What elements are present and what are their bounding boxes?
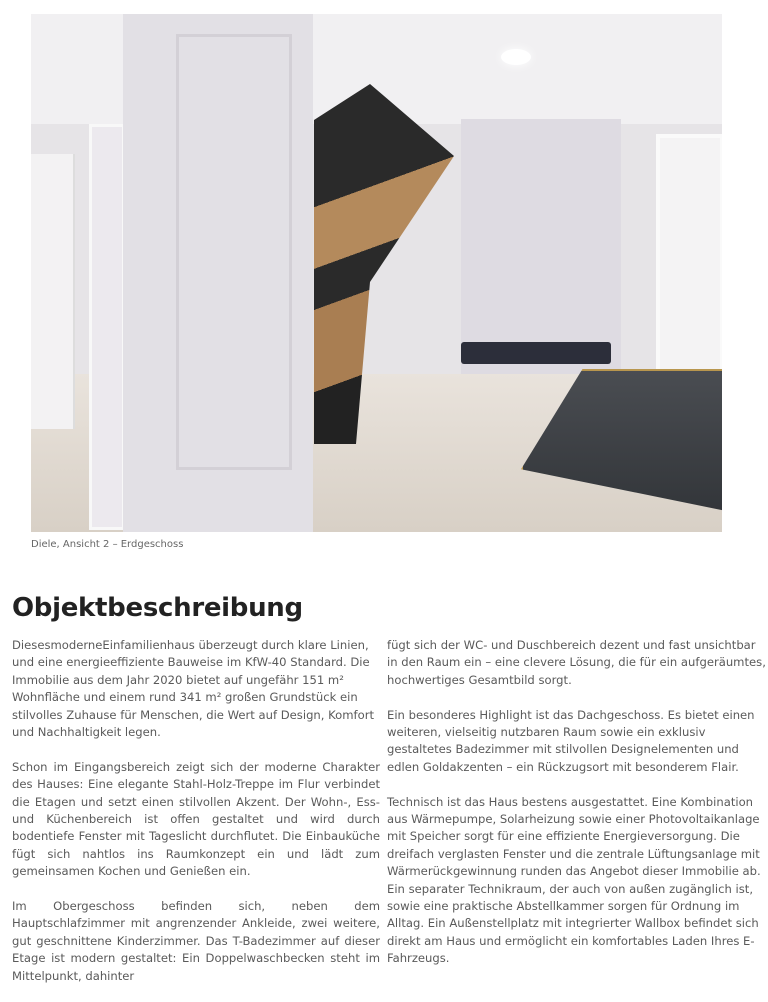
left-door bbox=[31, 154, 75, 429]
section-heading: Objektbeschreibung bbox=[12, 593, 303, 623]
back-wall bbox=[461, 119, 621, 374]
description-paragraph: Im Obergeschoss befinden sich, neben dem Hauptschlafzimmer mit angrenzender Ankleide, zwei weitere, gut geschnittene Kinderzimmer. Das T-Badezimmer auf dieser Etage ist modern gestaltet: Ein Doppelwaschbecken steht im Mittelpunkt, dahinter bbox=[12, 899, 380, 983]
wall-panel-moulding bbox=[176, 34, 292, 470]
description-column-2 bbox=[387, 637, 768, 985]
description-paragraph: DiesesmoderneEinfamilienhaus überzeugt durch klare Linien, und eine energieeffiziente Bauweise im KfW-40 Standard. Die Immobilie aus dem Jahr 2020 bietet auf ungefähr 151 m² Wohnfläche und einem rund 341 m² großen Grundstück ein stilvolles Zuhause für Menschen, die Wert auf Design, Komfort und Nachhaltigkeit legen. bbox=[12, 638, 375, 740]
description-column-1 bbox=[12, 637, 380, 1002]
bench bbox=[461, 342, 611, 364]
property-photo[interactable] bbox=[31, 14, 722, 532]
photo-caption: Diele, Ansicht 2 – Erdgeschoss bbox=[31, 539, 184, 550]
description-paragraph: fügt sich der WC- und Duschbereich dezent und fast unsichtbar in den Raum ein – eine clevere Lösung, die für ein aufgeräumtes, hochwertiges Gesamtbild sorgt. bbox=[387, 638, 766, 687]
right-door bbox=[656, 134, 722, 387]
ceiling-light bbox=[501, 49, 531, 65]
description-paragraph: Schon im Eingangsbereich zeigt sich der moderne Charakter des Hauses: Eine elegante Stahl-Holz-Treppe im Flur verbindet die Etagen und setzt einen stilvollen Akzent. Der Wohn-, Ess- und Küchenbereich ist offen gestaltet und wird durch bodentiefe Fenster mit Tageslicht durchflutet. Die Einbauküche fügt sich nahtlos ins Raumkonzept ein und lädt zum gemeinsamen Kochen und Genießen ein. bbox=[12, 759, 380, 879]
description-paragraph: Technisch ist das Haus bestens ausgestattet. Eine Kombination aus Wärmepumpe, Solarheizung sowie einer Photovoltaikanlage mit Speicher sorgt für eine effiziente Energieversorgung. Die dreifach verglasten Fenster und die zentrale Lüftungsanlage mit Wärmerückgewinnung runden das Angebot dieser Immobilie ab. Ein separater Technikraum, der auch von außen zugänglich ist, sowie eine praktische Abstellkammer sorgen für Ordnung im Alltag. Ein Außenstellplatz mit integrierter Wallbox befindet sich direkt am Haus und ermöglicht ein komfortables Laden Ihres E-Fahrzeugs. bbox=[387, 794, 761, 966]
description-paragraph: Ein besonderes Highlight ist das Dachgeschoss. Es bietet einen weiteren, vielseitig nutzbaren Raum sowie ein exklusiv gestaltetes Badezimmer mit stilvollen Designelementen und edlen Goldakzenten – ein Rückzugsort mit besonderem Flair. bbox=[387, 707, 755, 774]
glass-door bbox=[89, 124, 125, 530]
